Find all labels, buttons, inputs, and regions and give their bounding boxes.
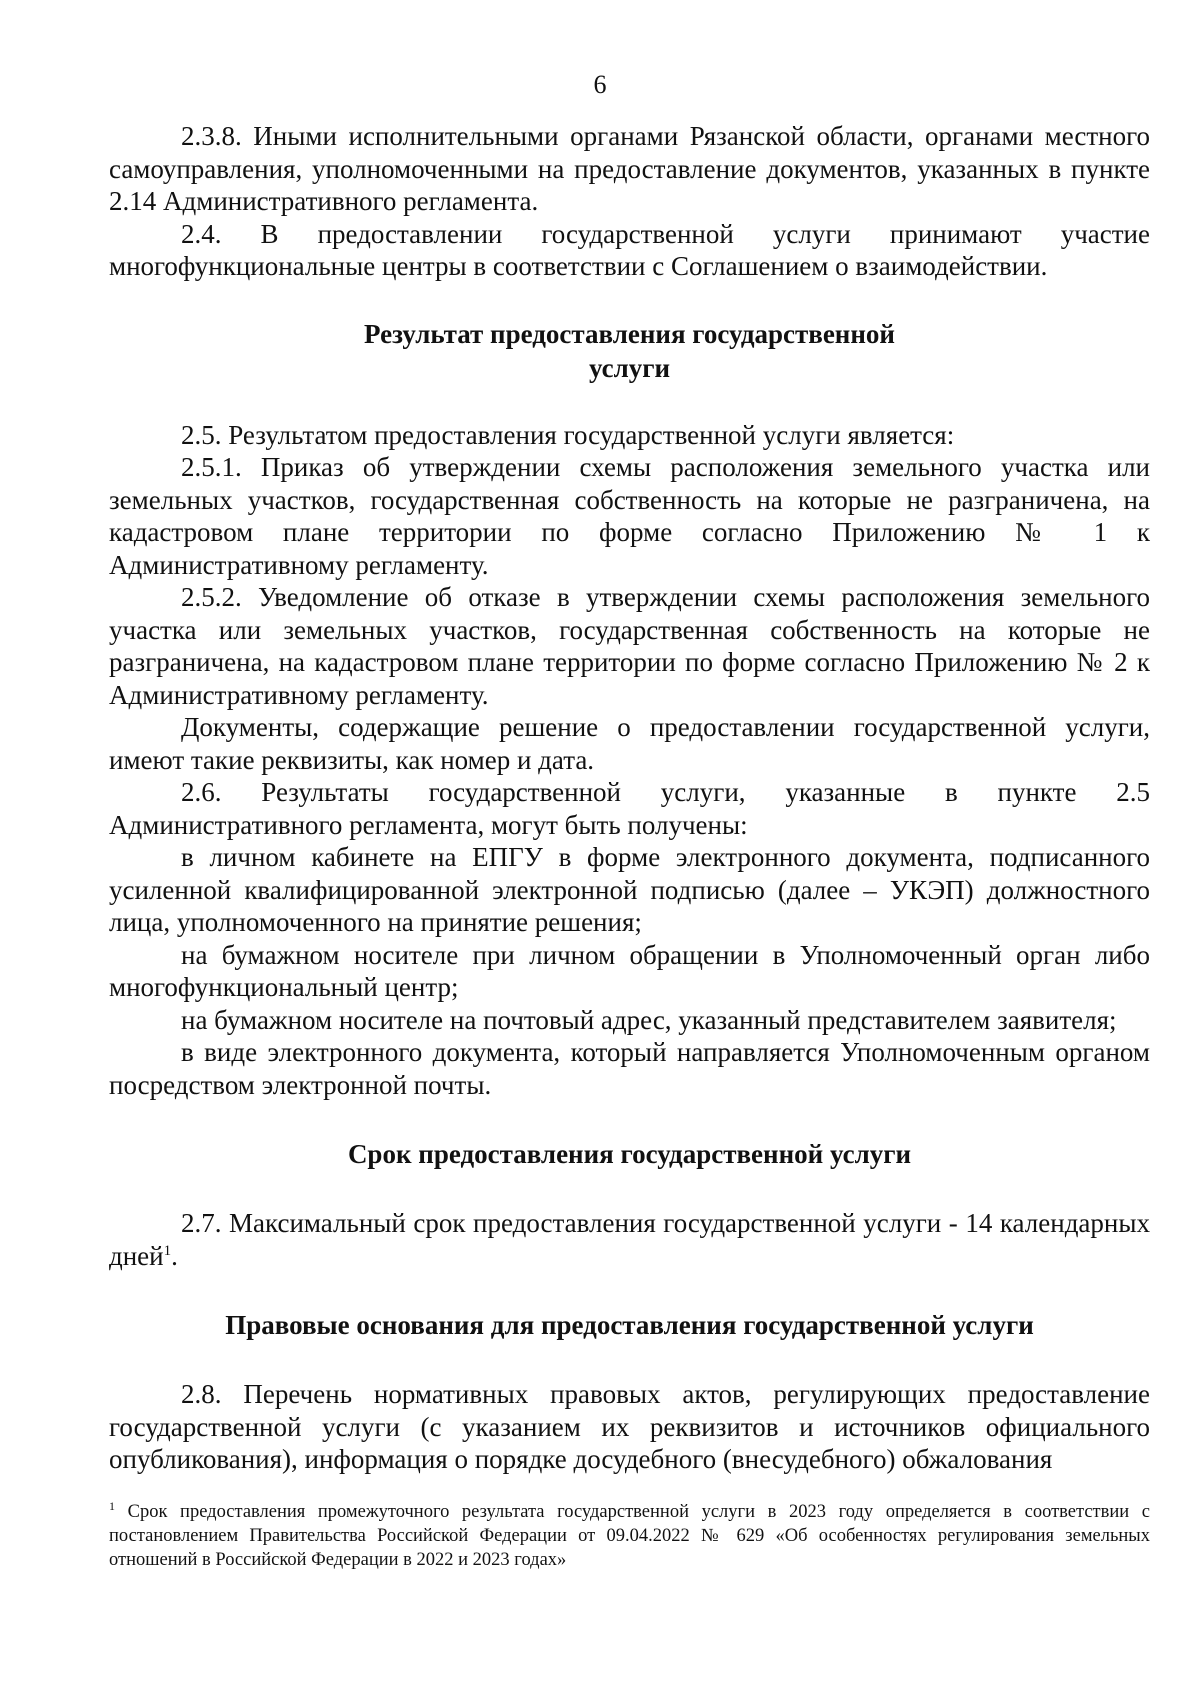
- section-heading-term: Срок предоставления государственной услуги: [347, 1139, 912, 1169]
- page-number: 6: [593, 70, 607, 99]
- footnote-reference: 1: [163, 1242, 172, 1259]
- paragraph-2-3-8: 2.3.8. Иными исполнительными органами Рязанской области, органами местного самоуправления, уполномоченными на предоставление документов, указанных в пункте 2.14 Административного регламента.: [109, 121, 1150, 216]
- footnote: [109, 1500, 1150, 1572]
- paragraph-2-5-2: 2.5.2. Уведомление об отказе в утверждении схемы расположения земельного участка или земельных участков, государственная собственность на которые не разграничена, на кадастровом плане территории по форме согласно Приложению № 2 к Административному регламенту.: [109, 582, 1150, 710]
- section-heading-result-line1: Результат предоставления государственной: [364, 318, 895, 349]
- paragraph-paper-personal: на бумажном носителе при личном обращении в Уполномоченный орган либо многофункциональный центр;: [109, 939, 1150, 1002]
- paragraph-email: в виде электронного документа, который направляется Уполномоченным органом посредством электронной почты.: [109, 1037, 1150, 1100]
- footnote-marker: 1: [109, 1498, 115, 1513]
- paragraph-paper-post: на бумажном носителе на почтовый адрес, указанный представителем заявителя;: [181, 1004, 1117, 1035]
- footnote-text: Срок предоставления промежуточного результата государственной услуги в 2023 году определяется в соответствии с постановлением Правительства Российской Федерации от 09.04.2022 № 629 «Об особенностях регулирования земельных отношений в Российской Федерации в 2022 и 2023 годах»: [109, 1502, 1150, 1570]
- paragraph-2-8: 2.8. Перечень нормативных правовых актов, регулирующих предоставление государственной услуги (с указанием их реквизитов и источников официального опубликования), информация о порядке досудебного (внесудебного) обжалования: [109, 1379, 1150, 1474]
- paragraph-2-5-1: 2.5.1. Приказ об утверждении схемы расположения земельного участка или земельных участков, государственная собственность на которые не разграничена, на кадастровом плане территории по форме согласно Приложению № 1 к Административному регламенту.: [109, 452, 1150, 580]
- section-heading-result: [109, 317, 1150, 385]
- section-heading-legal: Правовые основания для предоставления государственной услуги: [225, 1310, 1034, 1340]
- paragraph-2-7-text: 2.7. Максимальный срок предоставления государственной услуги - 14 календарных дней: [109, 1208, 1150, 1271]
- paragraph-2-7-end: .: [171, 1240, 178, 1271]
- paragraph-2-5: 2.5. Результатом предоставления государственной услуги является:: [181, 419, 955, 450]
- paragraph-2-6: 2.6. Результаты государственной услуги, указанные в пункте 2.5 Административного регламента, могут быть получены:: [109, 777, 1150, 840]
- paragraph-2-4: 2.4. В предоставлении государственной услуги принимают участие многофункциональные центры в соответствии с Соглашением о взаимодействии.: [109, 218, 1150, 281]
- paragraph-documents: Документы, содержащие решение о предоставлении государственной услуги, имеют такие реквизиты, как номер и дата.: [109, 712, 1150, 775]
- paragraph-2-7: [109, 1207, 1150, 1272]
- section-heading-result-line2: услуги: [588, 352, 671, 383]
- document-body: [109, 120, 1150, 1476]
- paragraph-epgu: в личном кабинете на ЕПГУ в форме электронного документа, подписанного усиленной квалифицированной электронной подписью (далее – УКЭП) должностного лица, уполномоченного на принятие решения;: [109, 842, 1150, 937]
